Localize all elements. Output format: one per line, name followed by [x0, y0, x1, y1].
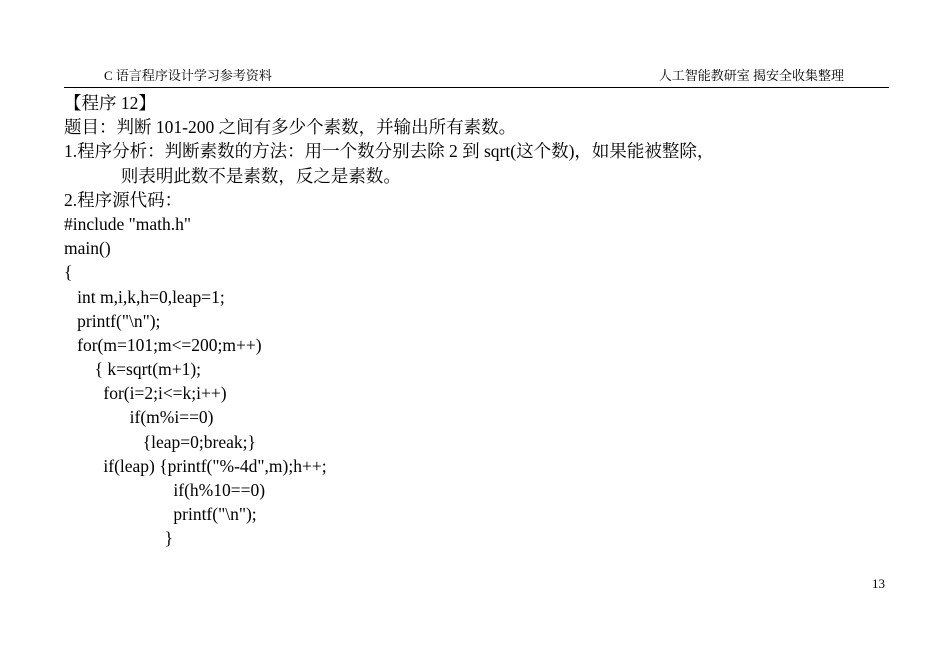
- code-line: int m,i,k,h=0,leap=1;: [64, 286, 225, 307]
- document-body: [64, 91, 884, 551]
- code-line: printf("\n");: [64, 310, 161, 331]
- program-heading: 【程序 12】: [64, 93, 156, 113]
- problem-statement: 题目：判断 101-200 之间有多少个素数，并输出所有素数。: [64, 117, 517, 138]
- header-divider: [64, 87, 889, 88]
- analysis-line-1: 1.程序分析：判断素数的方法：用一个数分别去除 2 到 sqrt(这个数)，如果能被整除，: [64, 141, 715, 162]
- code-line: {leap=0;break;}: [64, 431, 256, 452]
- code-line: }: [64, 528, 174, 549]
- source-code-heading: 2.程序源代码：: [64, 189, 183, 210]
- header-title: C 语言程序设计学习参考资料: [104, 68, 272, 83]
- page-number: 13: [872, 576, 885, 591]
- code-line: main(): [64, 238, 111, 259]
- code-line: for(m=101;m<=200;m++): [64, 334, 262, 355]
- code-line: #include "math.h": [64, 213, 192, 234]
- code-line: printf("\n");: [64, 504, 257, 525]
- analysis-line-2: 则表明此数不是素数，反之是素数。: [64, 165, 401, 186]
- code-line: for(i=2;i<=k;i++): [64, 383, 227, 404]
- code-line: if(h%10==0): [64, 480, 266, 500]
- code-line: { k=sqrt(m+1);: [64, 359, 202, 380]
- code-line: if(leap) {printf("%-4d",m);h++;: [64, 455, 327, 476]
- code-line: {: [64, 262, 73, 283]
- header-author: 人工智能教研室 揭安全收集整理: [658, 68, 844, 83]
- code-line: if(m%i==0): [64, 407, 214, 428]
